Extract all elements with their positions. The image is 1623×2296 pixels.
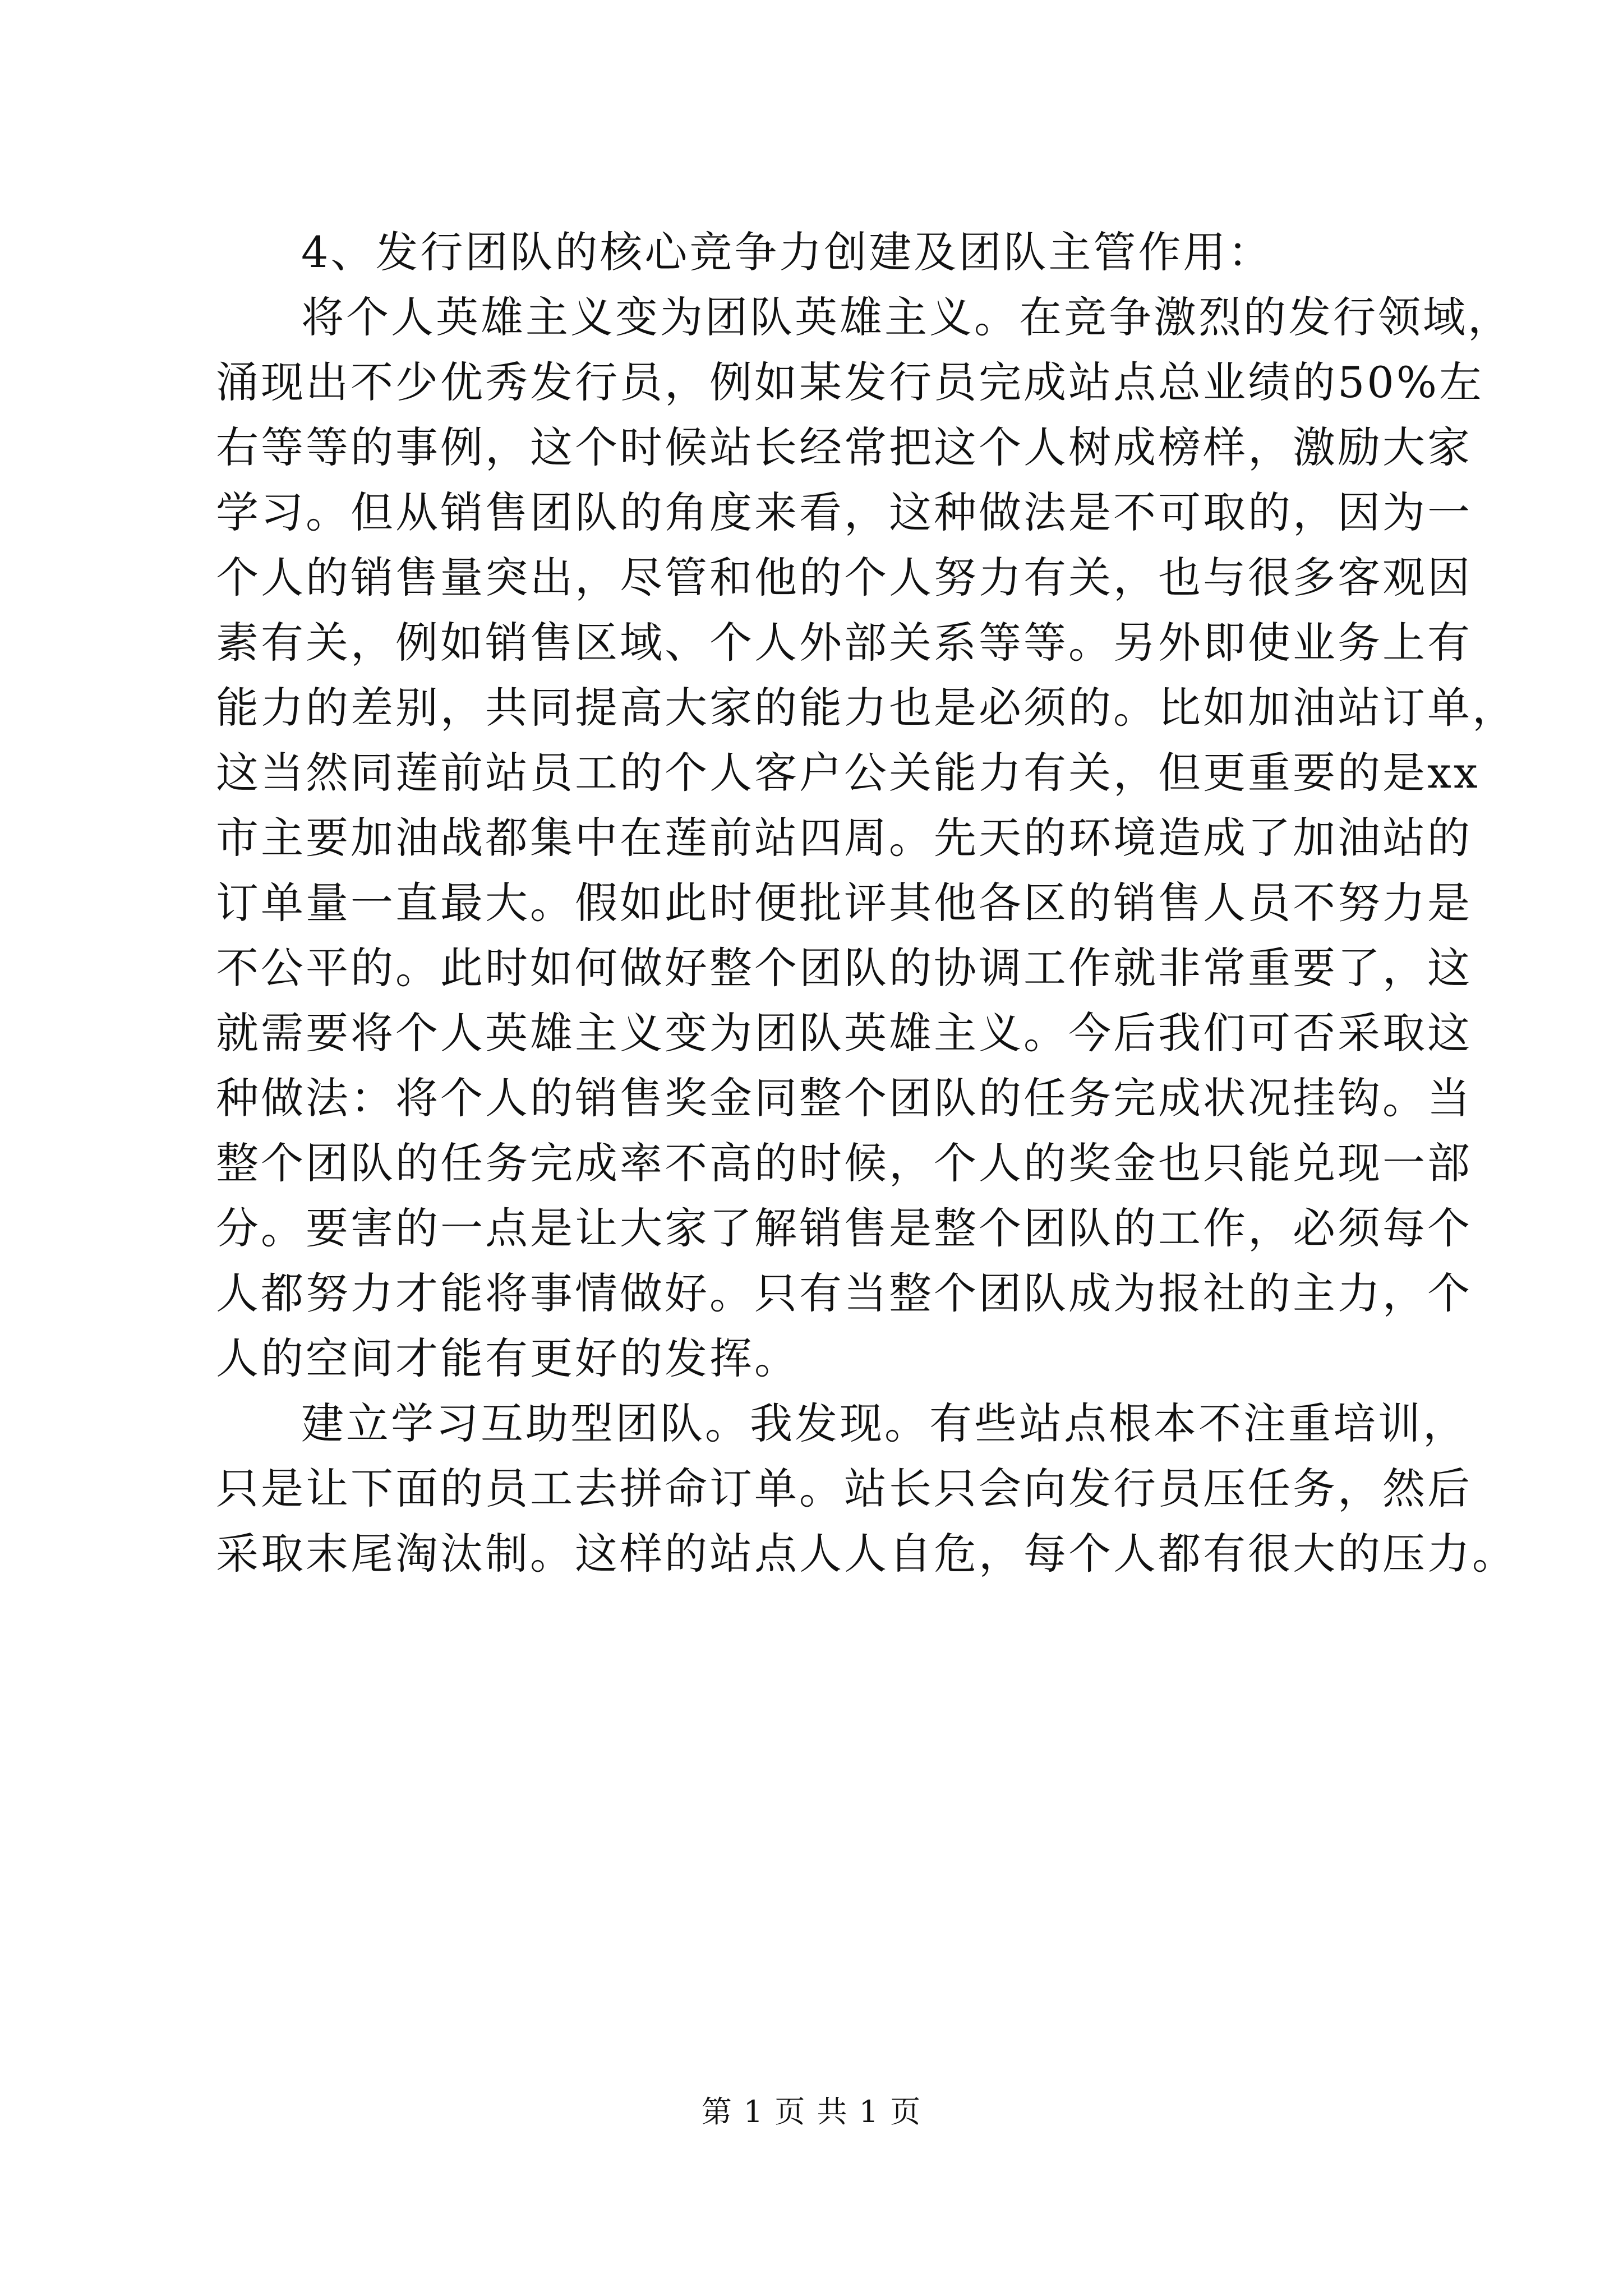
paragraph-line: 涌现出不少优秀发行员，例如某发行员完成站点总业绩的50%左: [216, 357, 1484, 407]
paragraph-line: 采取末尾淘汰制。这样的站点人人自危，每个人都有很大的压力。: [216, 1529, 1517, 1579]
page-footer: 第 1 页 共 1 页: [701, 2094, 922, 2129]
section-heading: 4、发行团队的核心竞争力创建及团队主管作用：: [301, 227, 1273, 277]
paragraph-line: 将个人英雄主义变为团队英雄主义。在竞争激烈的发行领域，: [301, 292, 1513, 342]
paragraph-line: 只是让下面的员工去拼命订单。站长只会向发行员压任务，然后: [216, 1464, 1472, 1513]
paragraph-line: 素有关，例如销售区域、个人外部关系等等。另外即使业务上有: [216, 618, 1472, 668]
paragraph-line: 就需要将个人英雄主义变为团队英雄主义。今后我们可否采取这: [216, 1008, 1472, 1058]
paragraph-line: 这当然同莲前站员工的个人客户公关能力有关，但更重要的是xx: [216, 748, 1480, 798]
body-text: [216, 220, 1517, 1586]
paragraph-line: 个人的销售量突出，尽管和他的个人努力有关，也与很多客观因: [216, 553, 1472, 602]
paragraph-line: 学习。但从销售团队的角度来看，这种做法是不可取的，因为一: [216, 487, 1472, 537]
paragraph-line: 人的空间才能有更好的发挥。: [216, 1333, 799, 1383]
paragraph-line: 右等等的事例，这个时候站长经常把这个人树成榜样，激励大家: [216, 422, 1472, 472]
paragraph-line: 分。要害的一点是让大家了解销售是整个团队的工作，必须每个: [216, 1203, 1472, 1253]
paragraph-line: 建立学习互助型团队。我发现。有些站点根本不注重培训，: [301, 1398, 1468, 1448]
paragraph-line: 人都努力才能将事情做好。只有当整个团队成为报社的主力，个: [216, 1268, 1472, 1318]
paragraph-line: 订单量一直最大。假如此时便批评其他各区的销售人员不努力是: [216, 878, 1472, 928]
paragraph-line: 能力的差别，共同提高大家的能力也是必须的。比如加油站订单，: [216, 683, 1517, 733]
paragraph-line: 市主要加油战都集中在莲前站四周。先天的环境造成了加油站的: [216, 813, 1472, 863]
paragraph-line: 不公平的。此时如何做好整个团队的协调工作就非常重要了，这: [216, 943, 1472, 993]
paragraph-line: 种做法：将个人的销售奖金同整个团队的任务完成状况挂钩。当: [216, 1073, 1472, 1123]
paragraph-line: 整个团队的任务完成率不高的时候，个人的奖金也只能兑现一部: [216, 1138, 1472, 1188]
